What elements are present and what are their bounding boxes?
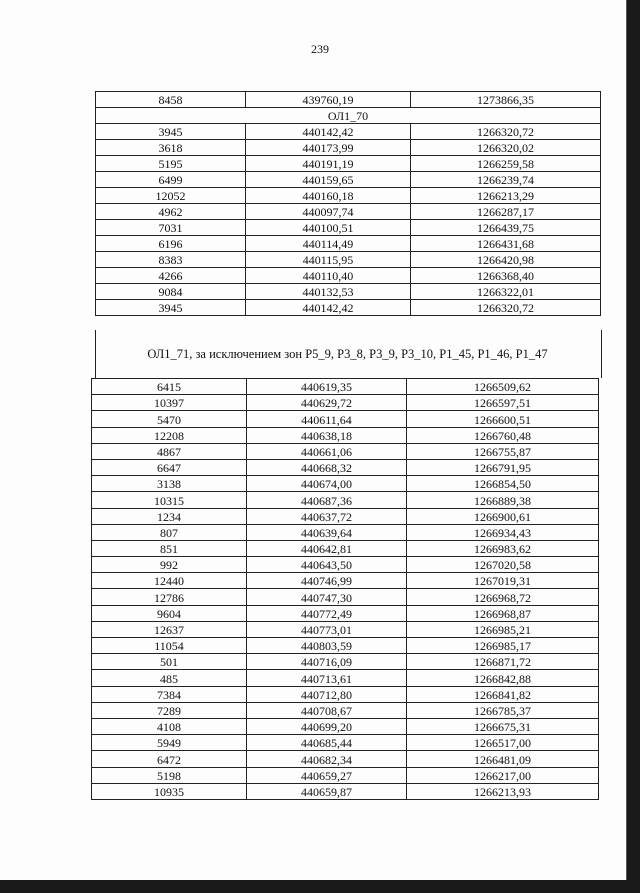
coordinate-y: 1266322,01 [411, 284, 601, 300]
coordinate-x: 440772,49 [247, 605, 407, 621]
point-number: 4867 [92, 443, 247, 459]
coordinate-y: 1266968,87 [407, 605, 599, 621]
table-row [92, 605, 599, 621]
coordinate-y: 1266841,82 [407, 686, 599, 702]
point-number: 7384 [92, 686, 247, 702]
point-number: 1234 [92, 508, 247, 524]
point-number: 4962 [96, 204, 246, 220]
coordinate-x: 440682,34 [247, 751, 407, 767]
coordinates-table-bottom [91, 378, 599, 800]
coordinates-table-top [95, 91, 601, 316]
point-number: 12637 [92, 621, 247, 637]
coordinate-y: 1266785,37 [407, 702, 599, 718]
table-row [92, 718, 599, 734]
table-row [96, 236, 601, 252]
table-row [92, 524, 599, 540]
point-number: 6472 [92, 751, 247, 767]
coordinate-x: 440687,36 [247, 492, 407, 508]
coordinate-x: 440110,40 [246, 268, 411, 284]
table-row [92, 654, 599, 670]
coordinate-x: 440142,42 [246, 300, 411, 316]
point-number: 9604 [92, 605, 247, 621]
table-row [92, 767, 599, 783]
table-row [92, 540, 599, 556]
point-number: 6196 [96, 236, 246, 252]
coordinate-y: 1266842,88 [407, 670, 599, 686]
point-number: 851 [92, 540, 247, 556]
table-row [92, 557, 599, 573]
coordinate-x: 440661,06 [247, 443, 407, 459]
table-row [96, 172, 601, 188]
coordinate-y: 1266431,68 [411, 236, 601, 252]
coordinate-y: 1266968,72 [407, 589, 599, 605]
coordinate-y: 1266320,02 [411, 140, 601, 156]
coordinate-y: 1266854,50 [407, 476, 599, 492]
point-number: 5949 [92, 735, 247, 751]
table-row [96, 188, 601, 204]
coordinate-x: 440611,64 [247, 411, 407, 427]
point-number: 3945 [96, 300, 246, 316]
point-number: 10315 [92, 492, 247, 508]
coordinate-x: 440659,27 [247, 767, 407, 783]
table-row [92, 492, 599, 508]
table-row [96, 204, 601, 220]
coordinate-x: 440773,01 [247, 621, 407, 637]
point-number: 10935 [92, 783, 247, 799]
coordinate-x: 440712,80 [247, 686, 407, 702]
coordinate-y: 1266934,43 [407, 524, 599, 540]
coordinate-y: 1266213,93 [407, 783, 599, 799]
table-row [92, 686, 599, 702]
coordinate-x: 440699,20 [247, 718, 407, 734]
coordinate-x: 440803,59 [247, 638, 407, 654]
coordinate-x: 440114,49 [246, 236, 411, 252]
coordinate-x: 440639,64 [247, 524, 407, 540]
table-row [92, 573, 599, 589]
table-row [96, 156, 601, 172]
table-row [96, 300, 601, 316]
point-number: 12440 [92, 573, 247, 589]
coordinate-x: 440100,51 [246, 220, 411, 236]
point-number: 12052 [96, 188, 246, 204]
coordinate-x: 440746,99 [247, 573, 407, 589]
table-row [96, 140, 601, 156]
table-row [96, 124, 601, 140]
point-number: 3138 [92, 476, 247, 492]
table-row [96, 252, 601, 268]
coordinate-y: 1266239,74 [411, 172, 601, 188]
point-number: 11054 [92, 638, 247, 654]
point-number: 3945 [96, 124, 246, 140]
point-number: 7031 [96, 220, 246, 236]
coordinate-y: 1266983,62 [407, 540, 599, 556]
point-number: 7289 [92, 702, 247, 718]
coordinate-y: 1266320,72 [411, 124, 601, 140]
table-row [92, 702, 599, 718]
table-row [92, 379, 599, 395]
table-row [92, 751, 599, 767]
coordinate-x: 440619,35 [247, 379, 407, 395]
coordinate-y: 1266755,87 [407, 443, 599, 459]
table-row [92, 443, 599, 459]
zone-caption: ОЛ1_71, за исключением зон Р5_9, Р3_8, Р3_9, Р3_10, Р1_45, Р1_46, Р1_47 [147, 347, 548, 361]
coordinate-x: 440637,72 [247, 508, 407, 524]
coordinate-y: 1266320,72 [411, 300, 601, 316]
table-row [96, 284, 601, 300]
table-row [92, 670, 599, 686]
point-number: 3618 [96, 140, 246, 156]
point-number: 8458 [96, 92, 246, 108]
coordinate-y: 1266675,31 [407, 718, 599, 734]
table-row [92, 638, 599, 654]
coordinate-x: 440159,65 [246, 172, 411, 188]
point-number: 5198 [92, 767, 247, 783]
point-number: 807 [92, 524, 247, 540]
coordinate-x: 440674,00 [247, 476, 407, 492]
table-row [92, 783, 599, 799]
coordinate-y: 1273866,35 [411, 92, 601, 108]
coordinate-y: 1266889,38 [407, 492, 599, 508]
coordinate-x: 440191,19 [246, 156, 411, 172]
coordinate-x: 440173,99 [246, 140, 411, 156]
point-number: 10397 [92, 395, 247, 411]
table-row [92, 621, 599, 637]
table-row [92, 427, 599, 443]
coordinate-x: 440638,18 [247, 427, 407, 443]
coordinate-y: 1266900,61 [407, 508, 599, 524]
coordinate-x: 440713,61 [247, 670, 407, 686]
coordinate-y: 1266985,21 [407, 621, 599, 637]
point-number: 5470 [92, 411, 247, 427]
table-row [92, 459, 599, 475]
coordinate-x: 440132,53 [246, 284, 411, 300]
table-row [92, 589, 599, 605]
point-number: 485 [92, 670, 247, 686]
coordinate-x: 440115,95 [246, 252, 411, 268]
coordinate-y: 1266791,95 [407, 459, 599, 475]
coordinate-y: 1266985,17 [407, 638, 599, 654]
section-title: ОЛ1_70 [96, 108, 601, 124]
point-number: 6415 [92, 379, 247, 395]
coordinate-x: 440642,81 [247, 540, 407, 556]
coordinate-y: 1266420,98 [411, 252, 601, 268]
coordinate-y: 1266871,72 [407, 654, 599, 670]
coordinate-y: 1266217,00 [407, 767, 599, 783]
coordinate-x: 440160,18 [246, 188, 411, 204]
point-number: 12786 [92, 589, 247, 605]
coordinate-x: 440629,72 [247, 395, 407, 411]
point-number: 501 [92, 654, 247, 670]
coordinate-y: 1266517,00 [407, 735, 599, 751]
coordinate-y: 1266213,29 [411, 188, 601, 204]
coordinate-y: 1266287,17 [411, 204, 601, 220]
coordinate-y: 1267019,31 [407, 573, 599, 589]
point-number: 9084 [96, 284, 246, 300]
coordinate-y: 1266439,75 [411, 220, 601, 236]
coordinate-x: 440659,87 [247, 783, 407, 799]
coordinate-y: 1266600,51 [407, 411, 599, 427]
point-number: 4108 [92, 718, 247, 734]
coordinate-y: 1267020,58 [407, 557, 599, 573]
table-row [96, 92, 601, 108]
page-number: 239 [311, 42, 329, 56]
table-row [96, 220, 601, 236]
coordinate-x: 439760,19 [246, 92, 411, 108]
point-number: 12208 [92, 427, 247, 443]
table-row [92, 735, 599, 751]
table-row [96, 268, 601, 284]
table-row [92, 395, 599, 411]
coordinate-y: 1266597,51 [407, 395, 599, 411]
table-row [92, 508, 599, 524]
coordinate-x: 440708,67 [247, 702, 407, 718]
coordinate-x: 440668,32 [247, 459, 407, 475]
point-number: 992 [92, 557, 247, 573]
point-number: 6647 [92, 459, 247, 475]
point-number: 8383 [96, 252, 246, 268]
coordinate-y: 1266509,62 [407, 379, 599, 395]
point-number: 4266 [96, 268, 246, 284]
coordinate-x: 440643,50 [247, 557, 407, 573]
coordinate-y: 1266259,58 [411, 156, 601, 172]
coordinate-y: 1266481,09 [407, 751, 599, 767]
coordinate-x: 440716,09 [247, 654, 407, 670]
coordinate-x: 440685,44 [247, 735, 407, 751]
table-row [92, 411, 599, 427]
coordinate-x: 440142,42 [246, 124, 411, 140]
table-row [92, 476, 599, 492]
point-number: 5195 [96, 156, 246, 172]
coordinate-x: 440097,74 [246, 204, 411, 220]
coordinate-x: 440747,30 [247, 589, 407, 605]
coordinate-y: 1266368,40 [411, 268, 601, 284]
section-row [96, 108, 601, 124]
point-number: 6499 [96, 172, 246, 188]
coordinate-y: 1266760,48 [407, 427, 599, 443]
